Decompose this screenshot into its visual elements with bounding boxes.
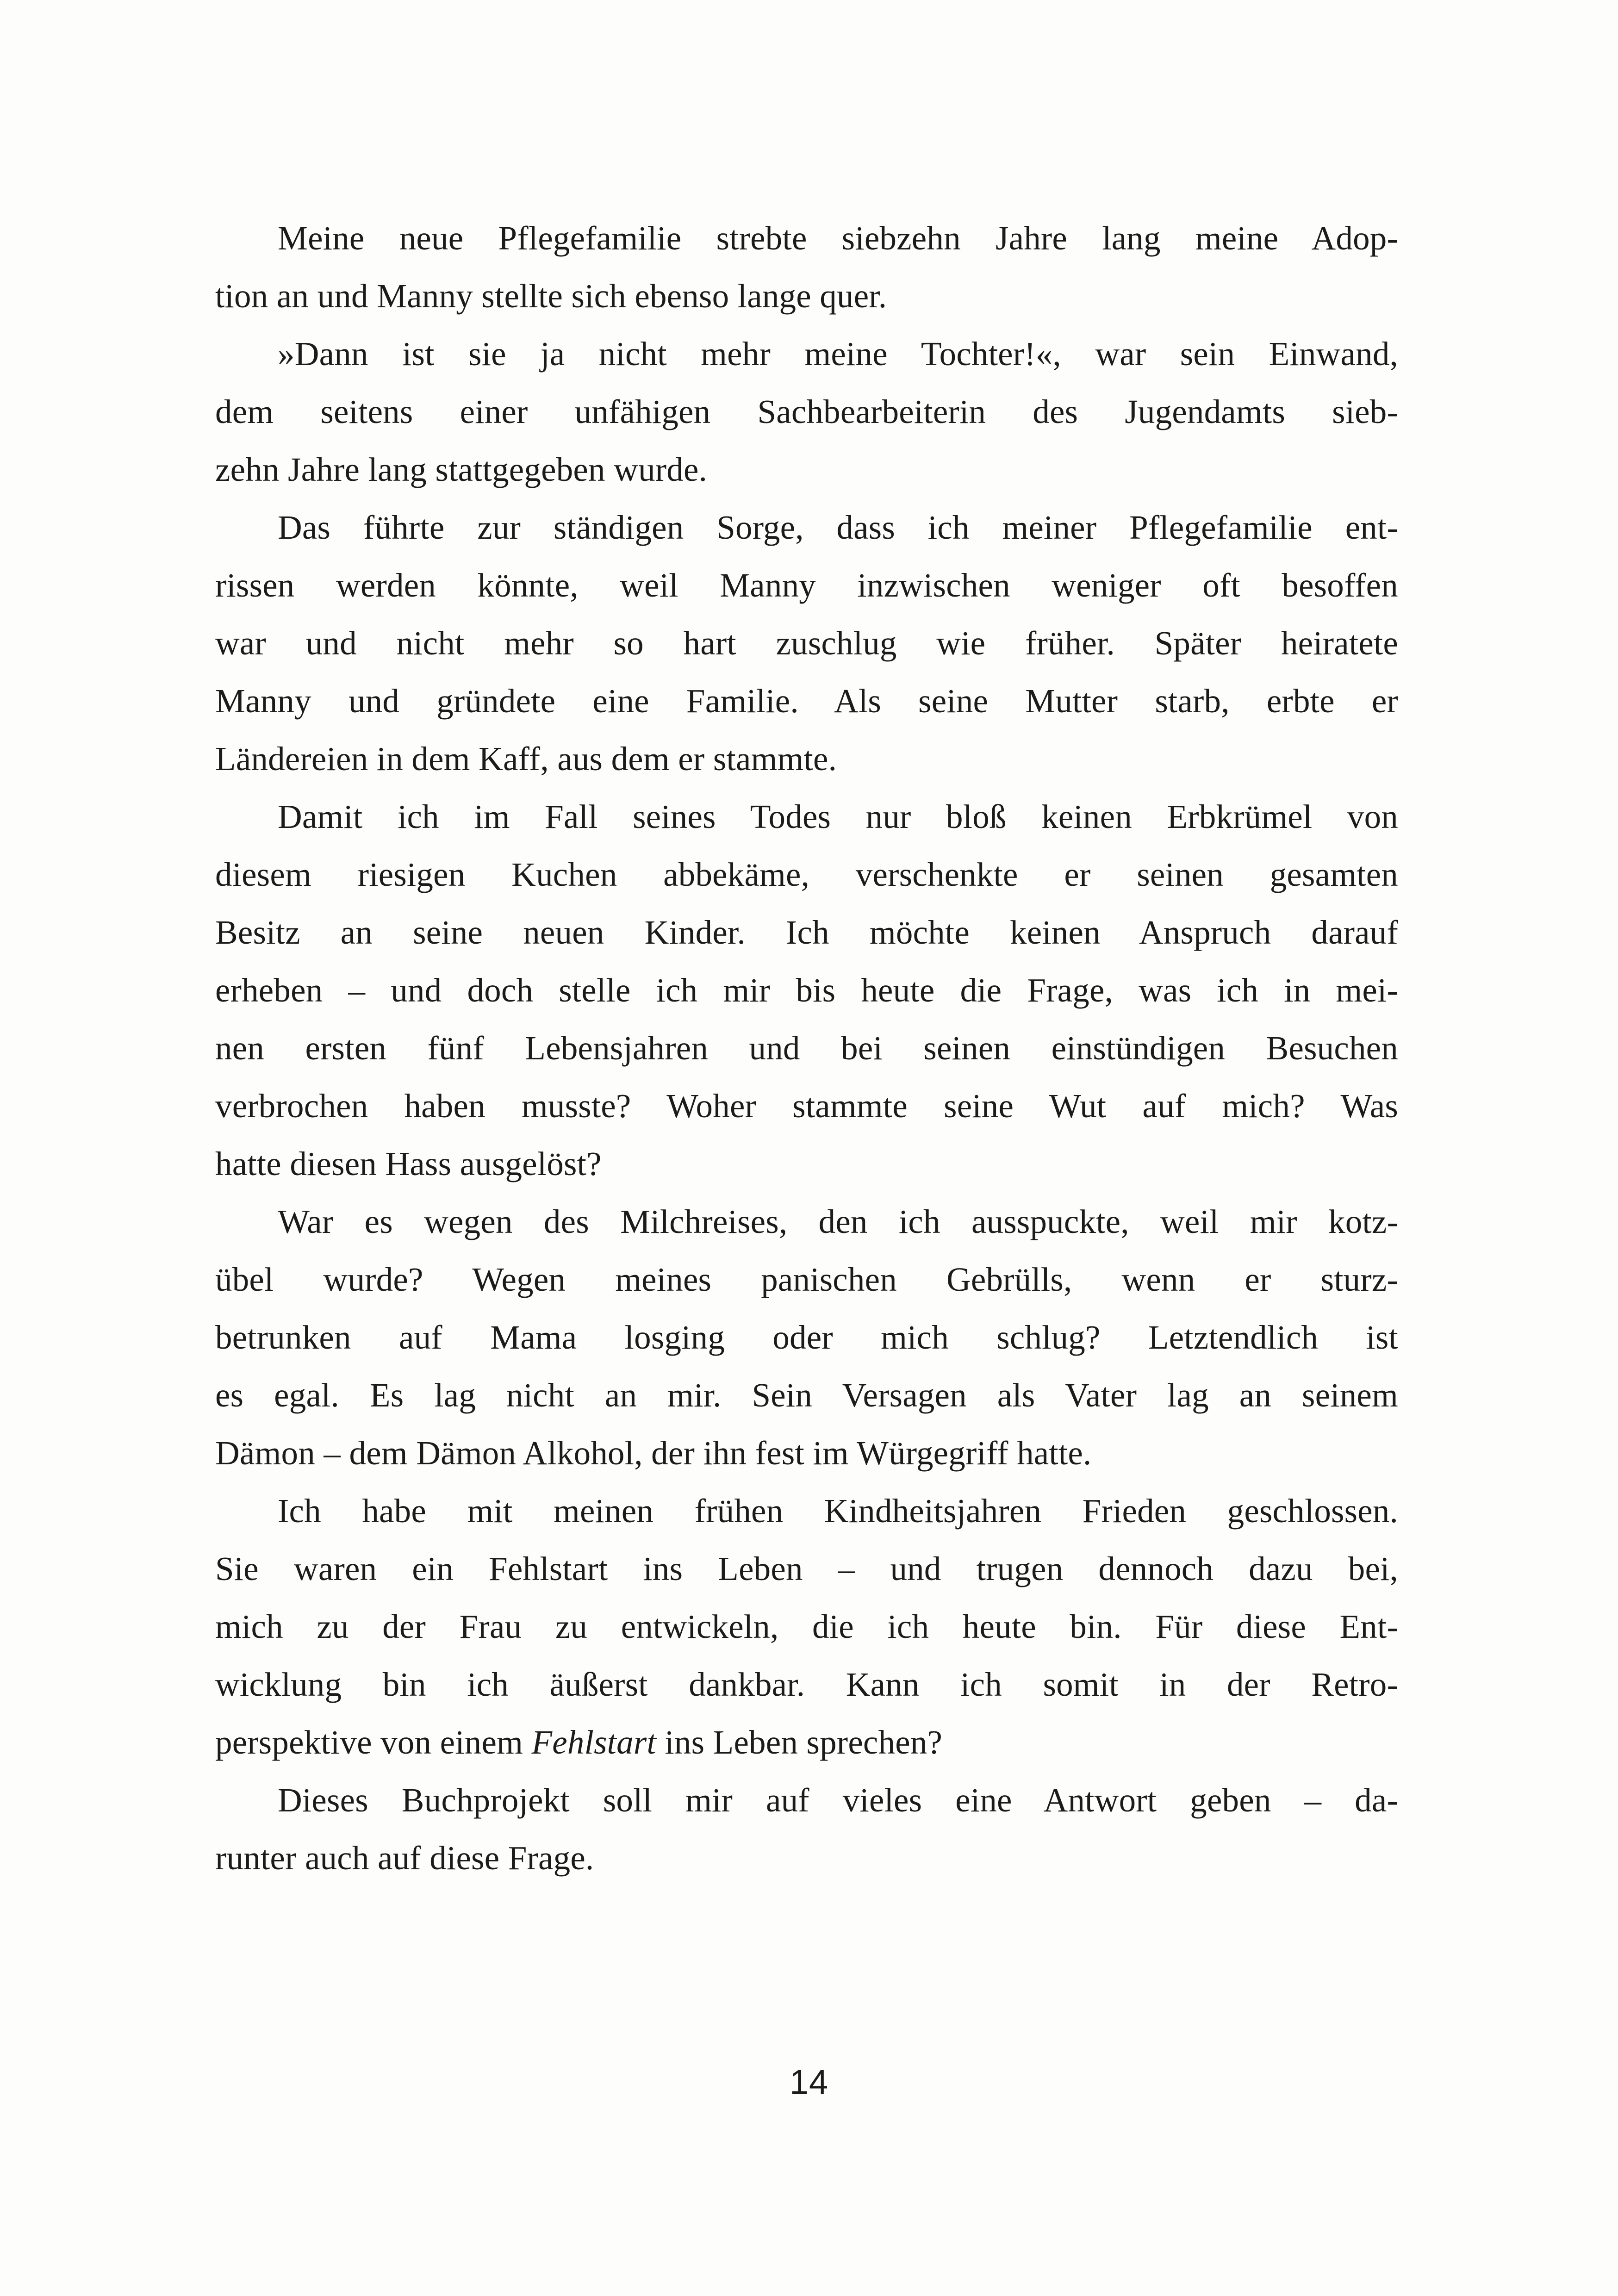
text-run: Das führte zur ständigen Sorge, dass ich meiner Pflegefamilie ent-	[278, 509, 1398, 546]
paragraph	[215, 1771, 1398, 1887]
text-run: es egal. Es lag nicht an mir. Sein Versagen als Vater lag an seinem	[215, 1376, 1398, 1414]
text-run: runter auch auf diese Frage.	[215, 1839, 594, 1877]
text-line	[215, 1713, 1398, 1771]
paragraph	[215, 788, 1398, 1193]
text-run: Ländereien in dem Kaff, aus dem er stammte.	[215, 740, 837, 778]
text-run: hatte diesen Hass ausgelöst?	[215, 1145, 602, 1182]
text-line	[215, 1366, 1398, 1424]
text-line	[215, 788, 1398, 846]
paragraph	[215, 209, 1398, 325]
text-run: dem seitens einer unfähigen Sachbearbeiterin des Jugendamts sieb-	[215, 393, 1398, 430]
text-run: verbrochen haben musste? Woher stammte seine Wut auf mich? Was	[215, 1087, 1398, 1125]
text-run: perspektive von einem	[215, 1724, 532, 1761]
text-run: War es wegen des Milchreises, den ich ausspuckte, weil mir kotz-	[278, 1203, 1398, 1240]
text-line	[215, 441, 1398, 498]
text-run: Damit ich im Fall seines Todes nur bloß keinen Erbkrümel von	[278, 798, 1398, 835]
text-line	[215, 1077, 1398, 1135]
text-run: erheben – und doch stelle ich mir bis heute die Frage, was ich in mei-	[215, 971, 1398, 1009]
text-run: übel wurde? Wegen meines panischen Gebrülls, wenn er sturz-	[215, 1261, 1398, 1298]
paragraph	[215, 1482, 1398, 1771]
text-run: Dieses Buchprojekt soll mir auf vieles eine Antwort geben – da-	[278, 1781, 1398, 1819]
text-line	[215, 846, 1398, 903]
text-run: Besitz an seine neuen Kinder. Ich möchte keinen Anspruch darauf	[215, 914, 1398, 951]
text-line	[215, 1251, 1398, 1308]
text-run: Manny und gründete eine Familie. Als seine Mutter starb, erbte er	[215, 682, 1398, 720]
text-line	[215, 961, 1398, 1019]
text-line	[215, 1019, 1398, 1077]
text-run: zehn Jahre lang stattgegeben wurde.	[215, 451, 708, 488]
text-run: Meine neue Pflegefamilie strebte siebzehn Jahre lang meine Adop-	[278, 219, 1398, 257]
text-run: Dämon – dem Dämon Alkohol, der ihn fest im Würgegriff hatte.	[215, 1434, 1092, 1472]
text-line	[215, 614, 1398, 672]
text-line	[215, 1308, 1398, 1366]
paragraph	[215, 498, 1398, 788]
text-line	[215, 1424, 1398, 1482]
text-line	[215, 498, 1398, 556]
text-line	[215, 1829, 1398, 1887]
text-run: betrunken auf Mama losging oder mich schlug? Letztendlich ist	[215, 1319, 1398, 1356]
text-run: war und nicht mehr so hart zuschlug wie früher. Später heiratete	[215, 624, 1398, 662]
text-line	[215, 1482, 1398, 1540]
italic-text-run: Fehlstart	[531, 1724, 656, 1761]
text-run: nen ersten fünf Lebensjahren und bei seinen einstündigen Besuchen	[215, 1029, 1398, 1067]
paragraph	[215, 325, 1398, 498]
body-text	[215, 209, 1398, 1887]
text-line	[215, 672, 1398, 730]
text-run: »Dann ist sie ja nicht mehr meine Tochter!«, war sein Einwand,	[278, 335, 1398, 373]
text-line	[215, 267, 1398, 325]
text-line	[215, 556, 1398, 614]
text-run: tion an und Manny stellte sich ebenso lange quer.	[215, 277, 887, 315]
text-line	[215, 1771, 1398, 1829]
text-line	[215, 325, 1398, 383]
text-run: rissen werden könnte, weil Manny inzwischen weniger oft besoffen	[215, 566, 1398, 604]
paragraph	[215, 1193, 1398, 1482]
text-run: mich zu der Frau zu entwickeln, die ich heute bin. Für diese Ent-	[215, 1608, 1398, 1645]
page-number: 14	[789, 2063, 829, 2101]
text-line	[215, 903, 1398, 961]
text-run: Sie waren ein Fehlstart ins Leben – und trugen dennoch dazu bei,	[215, 1550, 1398, 1587]
text-line	[215, 730, 1398, 788]
text-run: wicklung bin ich äußerst dankbar. Kann ich somit in der Retro-	[215, 1666, 1398, 1703]
text-line	[215, 1540, 1398, 1598]
text-line	[215, 1598, 1398, 1655]
text-line	[215, 1655, 1398, 1713]
text-line	[215, 209, 1398, 267]
text-line	[215, 1135, 1398, 1193]
text-line	[215, 383, 1398, 441]
text-run: diesem riesigen Kuchen abbekäme, verschenkte er seinen gesamten	[215, 856, 1398, 893]
text-run: Ich habe mit meinen frühen Kindheitsjahren Frieden geschlossen.	[278, 1492, 1398, 1530]
text-run: ins Leben sprechen?	[656, 1724, 943, 1761]
text-line	[215, 1193, 1398, 1251]
